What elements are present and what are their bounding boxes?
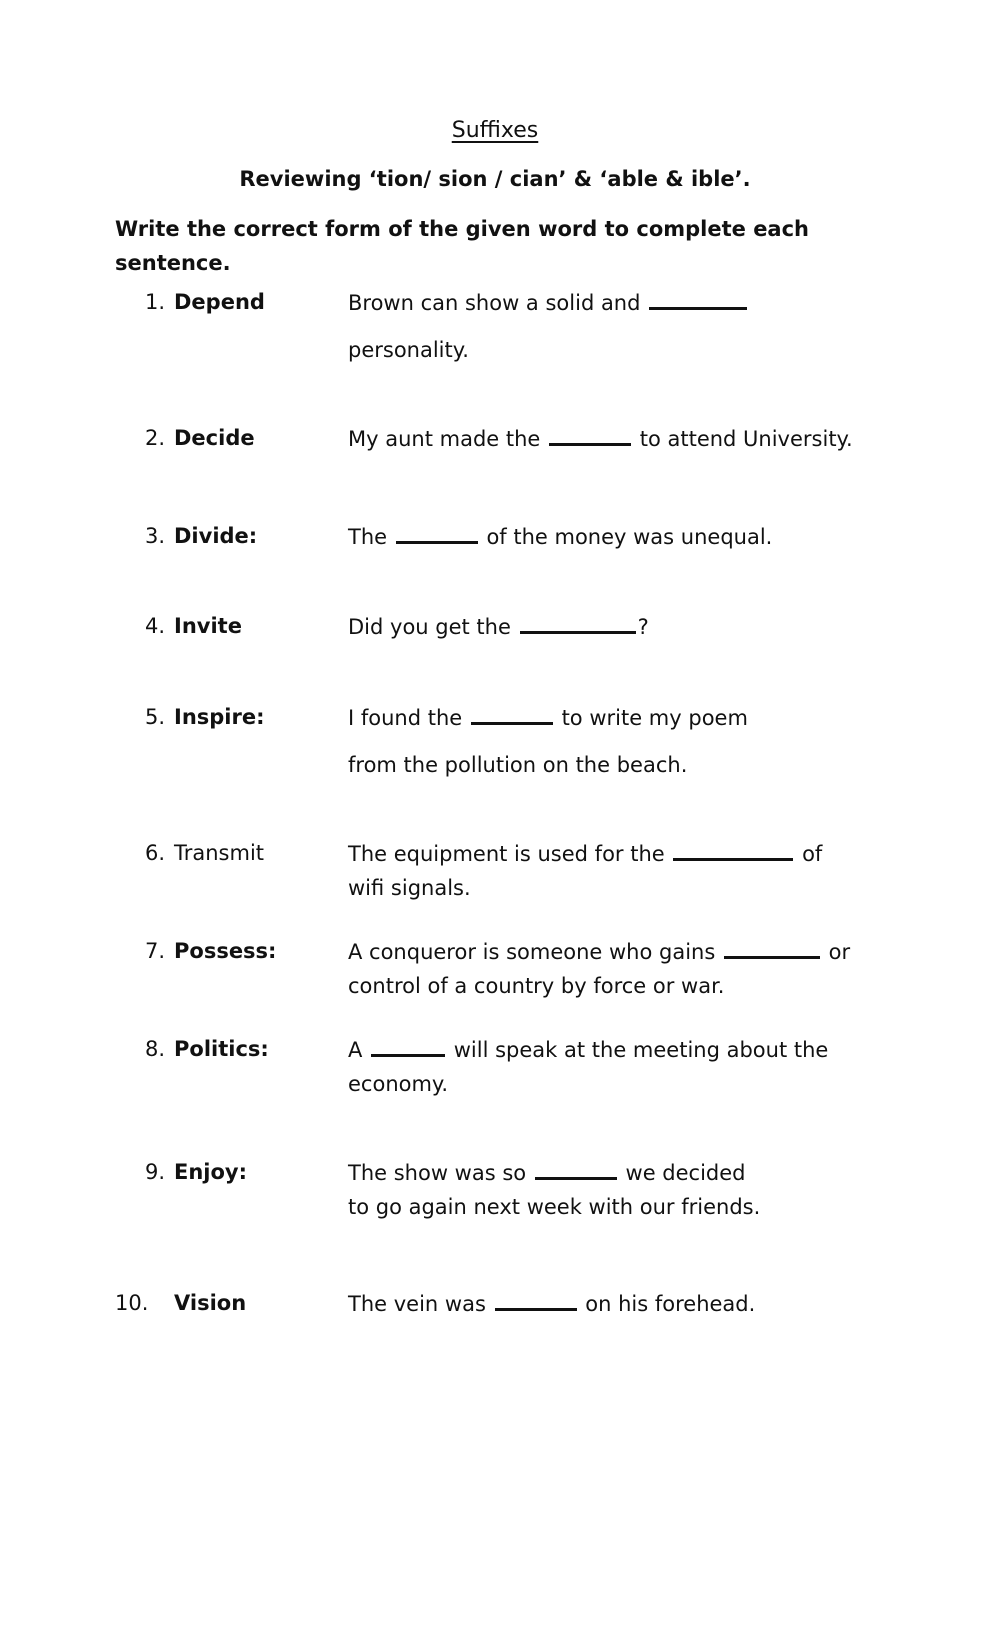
worksheet-subtitle: Reviewing ‘tion/ sion / cian’ & ‘able & ible’. — [239, 167, 751, 191]
base-word: Divide: — [174, 524, 258, 548]
base-word: Enjoy: — [174, 1160, 248, 1184]
item-sentence — [348, 609, 868, 644]
sentence-continuation: economy. — [348, 1072, 449, 1096]
sentence-part: The equipment is used for the — [348, 842, 665, 866]
item-number: 9. — [145, 1160, 166, 1184]
sentence-part: we decided — [625, 1161, 746, 1185]
answer-blank[interactable] — [471, 700, 553, 725]
base-word: Inspire: — [174, 705, 265, 729]
sentence-part: or — [828, 940, 851, 964]
instructions: Write the correct form of the given word to complete each sentence. — [115, 217, 810, 275]
item-sentence — [348, 285, 868, 367]
base-word: Vision — [174, 1291, 247, 1315]
item-sentence — [348, 836, 868, 905]
sentence-continuation: control of a country by force or war. — [348, 974, 725, 998]
sentence-continuation: to go again next week with our friends. — [348, 1195, 761, 1219]
sentence-continuation: wifi signals. — [348, 876, 471, 900]
item-number: 10. — [115, 1291, 149, 1315]
item-number: 8. — [145, 1037, 166, 1061]
base-word: Politics: — [174, 1037, 269, 1061]
sentence-part: The — [348, 525, 388, 549]
item-sentence — [348, 700, 868, 782]
item-sentence — [348, 1032, 868, 1101]
sentence-part: to attend University. — [639, 427, 853, 451]
base-word: Decide — [174, 426, 255, 450]
item-sentence — [348, 934, 868, 1003]
answer-blank[interactable] — [535, 1155, 617, 1180]
answer-blank[interactable] — [549, 421, 631, 446]
item-sentence — [348, 519, 868, 554]
item-number: 1. — [145, 290, 166, 314]
item-sentence — [348, 421, 868, 456]
sentence-part: I found the — [348, 706, 463, 730]
answer-blank[interactable] — [396, 519, 478, 544]
sentence-part: to write my poem — [561, 706, 748, 730]
sentence-part: The show was so — [348, 1161, 527, 1185]
answer-blank[interactable] — [520, 609, 636, 634]
sentence-part: A conqueror is someone who gains — [348, 940, 716, 964]
answer-blank[interactable] — [495, 1286, 577, 1311]
sentence-part: My aunt made the — [348, 427, 541, 451]
sentence-part: Brown can show a solid and — [348, 291, 641, 315]
base-word: Depend — [174, 290, 265, 314]
item-sentence — [348, 1155, 868, 1224]
sentence-part: ? — [637, 615, 649, 639]
sentence-part: The vein was — [348, 1292, 486, 1316]
item-number: 6. — [145, 841, 166, 865]
answer-blank[interactable] — [673, 836, 793, 861]
sentence-part: will speak at the meeting about the — [453, 1038, 829, 1062]
item-number: 7. — [145, 939, 166, 963]
sentence-continuation: from the pollution on the beach. — [348, 753, 688, 777]
base-word: Invite — [174, 614, 242, 638]
sentence-continuation: personality. — [348, 338, 469, 362]
base-word: Possess: — [174, 939, 277, 963]
sentence-part: of the money was unequal. — [486, 525, 773, 549]
sentence-part: of — [802, 842, 823, 866]
base-word: Transmit — [174, 841, 265, 865]
answer-blank[interactable] — [649, 285, 747, 310]
item-number: 2. — [145, 426, 166, 450]
sentence-part: on his forehead. — [585, 1292, 756, 1316]
item-number: 3. — [145, 524, 166, 548]
worksheet-title: Suffixes — [451, 118, 539, 143]
answer-blank[interactable] — [724, 934, 820, 959]
item-sentence — [348, 1286, 868, 1321]
item-number: 4. — [145, 614, 166, 638]
item-number: 5. — [145, 705, 166, 729]
sentence-part: Did you get the — [348, 615, 511, 639]
answer-blank[interactable] — [371, 1032, 445, 1057]
sentence-part: A — [348, 1038, 363, 1062]
